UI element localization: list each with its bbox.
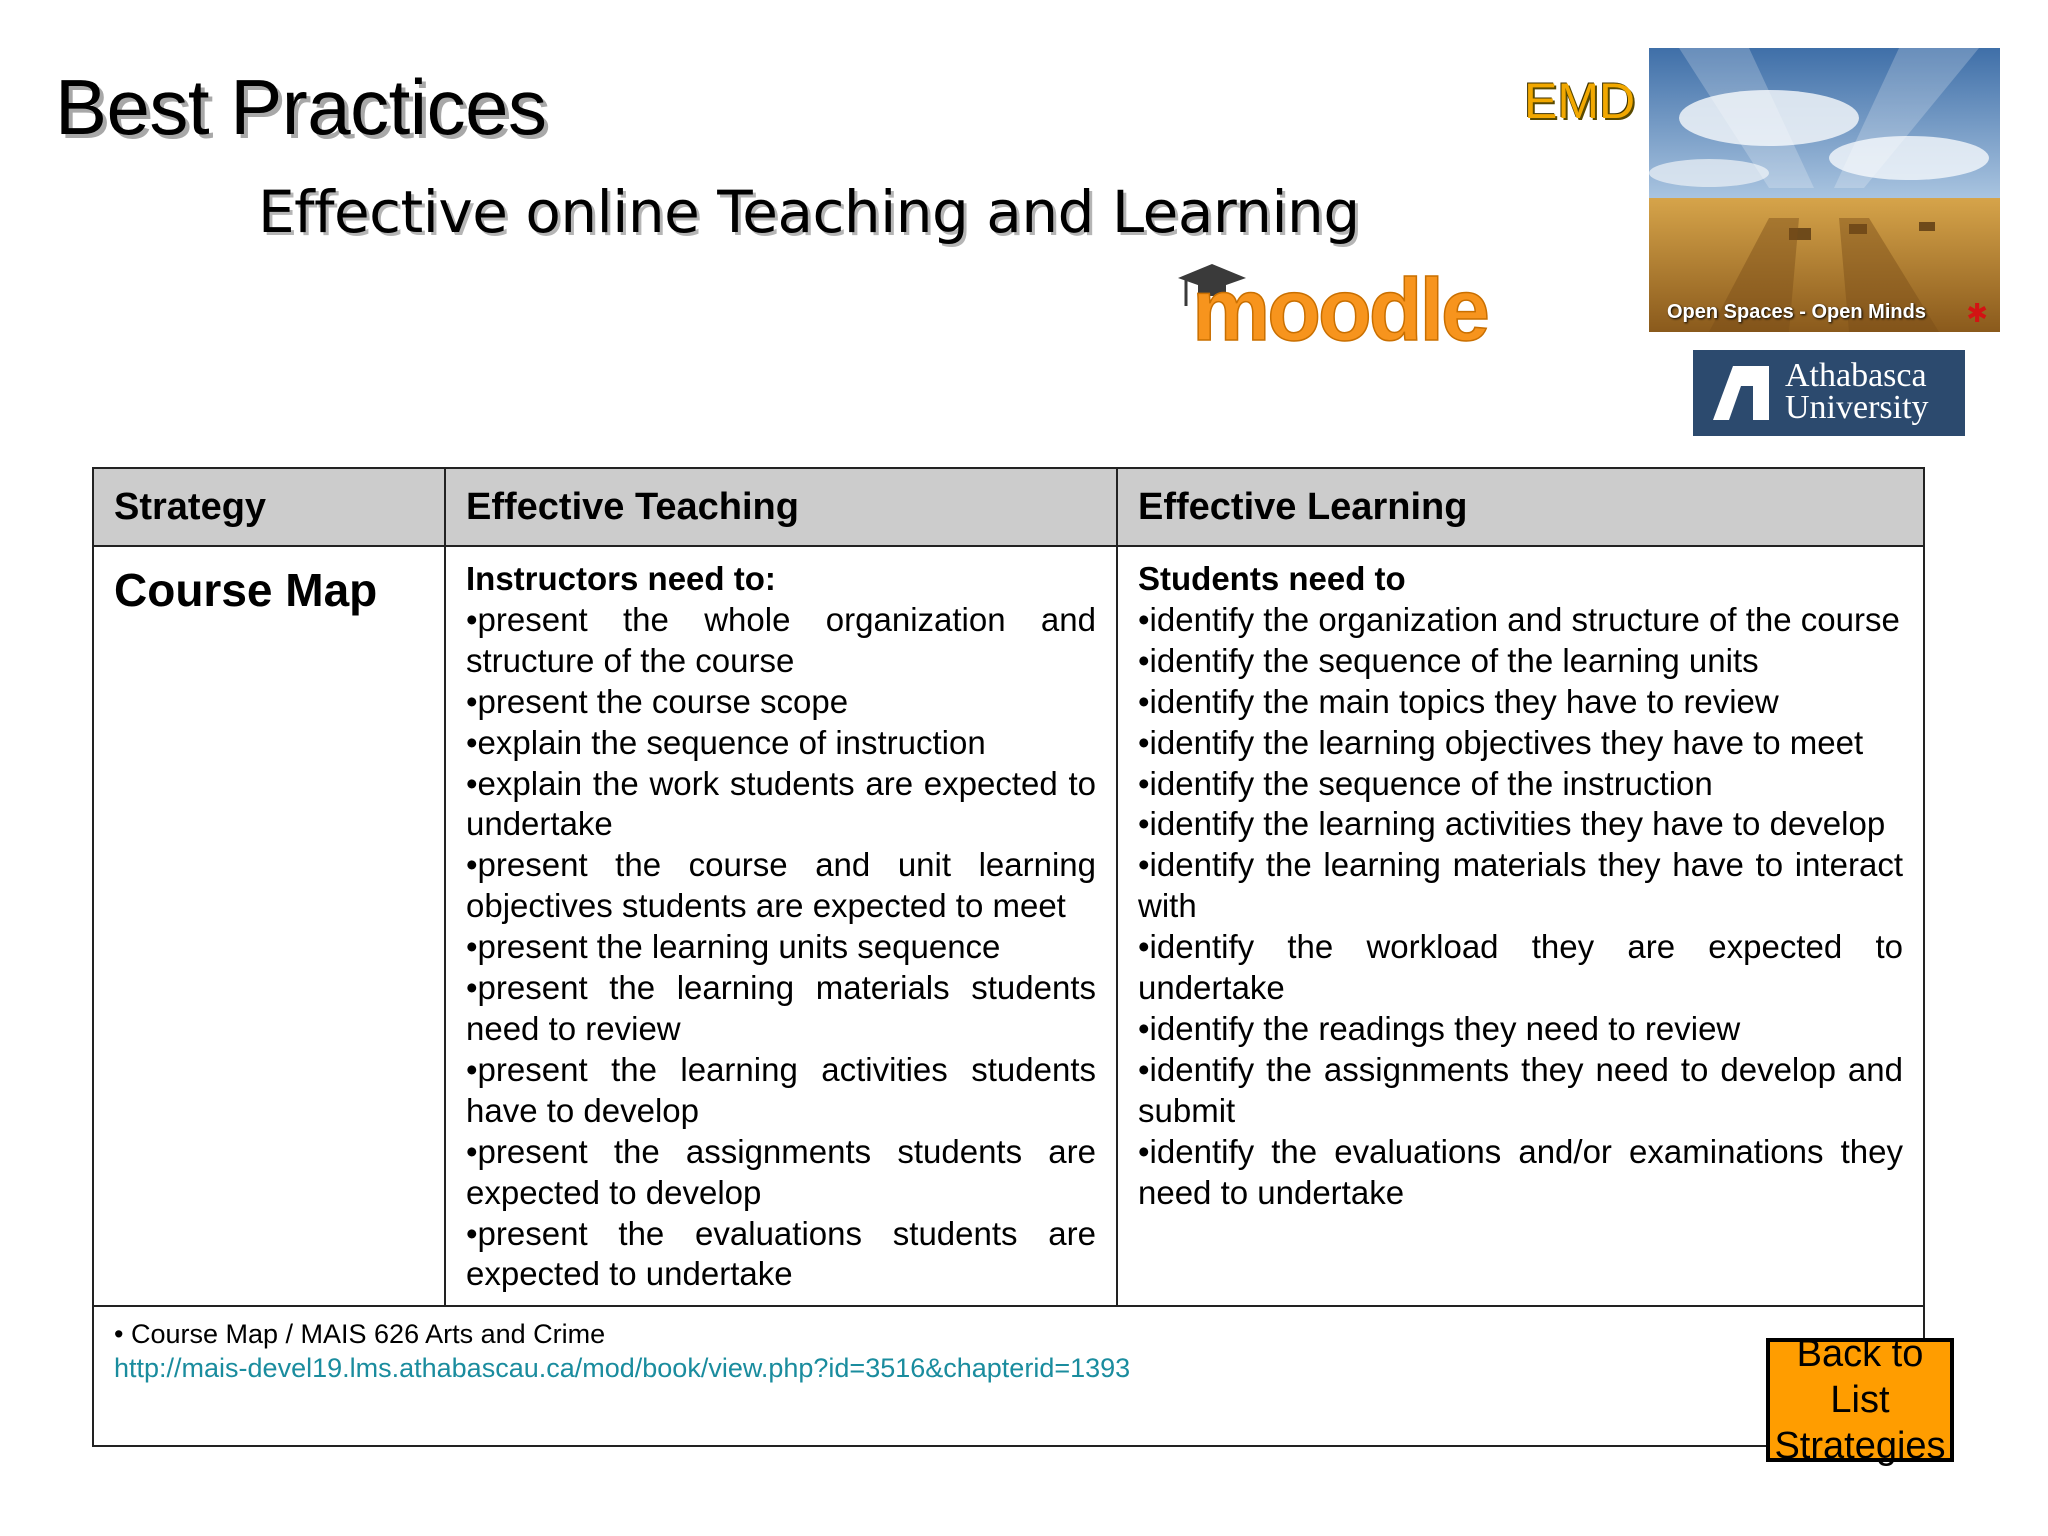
header-strategy: Strategy — [93, 468, 445, 546]
list-item: •identify the sequence of the learning units — [1138, 641, 1759, 679]
moodle-logo — [1178, 258, 1518, 358]
back-to-list-button[interactable] — [1766, 1333, 1954, 1467]
list-item: •identify the workload they are expected to undertake — [1138, 928, 1903, 1007]
header-teaching: Effective Teaching — [445, 468, 1117, 546]
table-row — [93, 546, 1924, 1306]
table-header-row — [93, 468, 1924, 546]
learning-heading: Students need to — [1138, 560, 1406, 597]
strategy-table — [92, 467, 1925, 1447]
moodle-wordmark: moodle — [1192, 260, 1487, 358]
list-item: •present the whole organization and structure of the course — [466, 600, 1096, 679]
page-title: Best Practices — [55, 63, 547, 151]
moodle-logo-graphic — [1178, 258, 1518, 358]
back-button-label — [1770, 1331, 1950, 1469]
hero-image — [1649, 48, 2000, 332]
list-item: •present the learning activities students have to develop — [466, 1050, 1096, 1129]
page-subtitle: Effective online Teaching and Learning — [258, 178, 1360, 246]
list-item: •identify the main topics they have to review — [1138, 682, 1779, 720]
list-item: •present the learning units sequence — [466, 928, 1001, 966]
reference-cell — [93, 1306, 1924, 1446]
athabasca-wordmark — [1785, 357, 1929, 426]
hero-tagline: Open Spaces - Open Minds — [1667, 301, 1926, 323]
list-item: •identify the learning activities they have to develop — [1138, 805, 1886, 843]
reference-link[interactable]: http://mais-devel19.lms.athabascau.ca/mod/book/view.php?id=3516&chapterid=1393 — [114, 1353, 1131, 1384]
list-item: •present the course and unit learning objectives students are expected to meet — [466, 846, 1096, 925]
list-item: •identify the assignments they need to develop and submit — [1138, 1050, 1903, 1129]
list-item: •identify the organization and structure of the course — [1138, 600, 1900, 638]
list-item: •identify the readings they need to review — [1138, 1009, 1741, 1047]
list-item: •identify the learning materials they have to interact with — [1138, 846, 1903, 925]
athabasca-logo — [1693, 350, 1965, 436]
maple-leaf-icon: ✱ — [1966, 298, 1988, 328]
strategy-name: Course Map — [93, 546, 445, 1306]
athabasca-mark-icon — [1707, 362, 1771, 424]
back-button-line1: Back to List — [1796, 1333, 1924, 1421]
list-item: •identify the learning objectives they have to meet — [1138, 723, 1864, 761]
teaching-heading: Instructors need to: — [466, 560, 776, 597]
list-item: •identify the sequence of the instruction — [1138, 764, 1713, 802]
emd-label: EMD — [1524, 73, 1636, 129]
table-footer-row — [93, 1306, 1924, 1446]
list-item: •present the course scope — [466, 682, 849, 720]
list-item: •present the evaluations students are expected to undertake — [466, 1214, 1096, 1293]
learning-cell — [1117, 546, 1924, 1306]
field-sky-graphic — [1649, 48, 2000, 332]
list-item: •identify the evaluations and/or examinations they need to undertake — [1138, 1132, 1903, 1211]
list-item: •present the learning materials students need to review — [466, 969, 1096, 1047]
athabasca-line2: University — [1785, 389, 1929, 426]
list-item: •explain the work students are expected to undertake — [466, 764, 1096, 843]
teaching-cell — [445, 546, 1117, 1306]
back-button-line2: Strategies — [1774, 1425, 1946, 1467]
list-item: •explain the sequence of instruction — [466, 723, 986, 761]
list-item: •present the assignments students are expected to develop — [466, 1132, 1096, 1211]
reference-label: • Course Map / MAIS 626 Arts and Crime — [114, 1319, 606, 1350]
athabasca-line1: Athabasca — [1785, 357, 1927, 394]
header-learning: Effective Learning — [1117, 468, 1924, 546]
